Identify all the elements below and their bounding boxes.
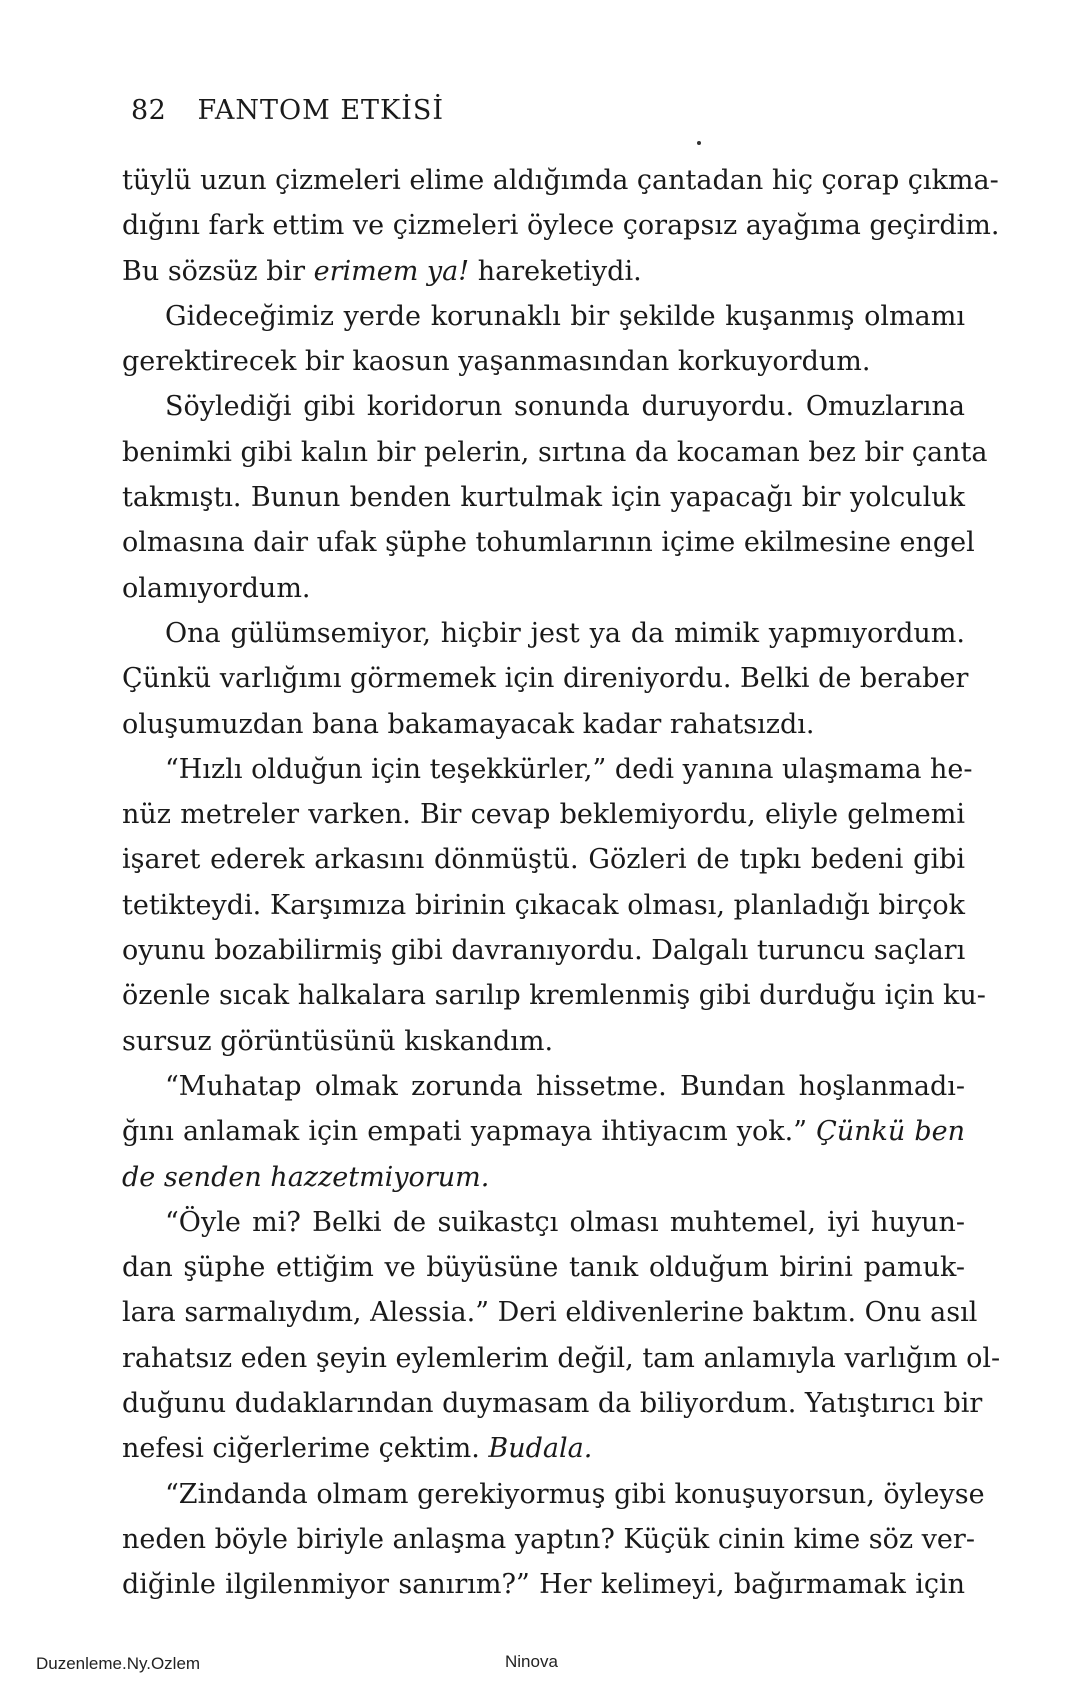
text-line: dan şüphe ettiğim ve büyüsüne tanık olduğum birini pamuk- <box>122 1252 965 1284</box>
text-line: Söylediği gibi koridorun sonunda duruyordu. Omuzlarına <box>165 391 965 423</box>
text-line: tetikteydi. Karşımıza birinin çıkacak olması, planladığı birçok <box>122 889 965 921</box>
body-text <box>122 158 1001 1608</box>
text-line: Gideceğimiz yerde korunaklı bir şekilde kuşanmış olmamı <box>165 300 965 332</box>
page-header <box>131 95 444 126</box>
text-line: “Hızlı olduğun için teşekkürler,” dedi yanına ulaşmama he- <box>165 753 973 785</box>
text-line: işaret ederek arkasını dönmüştü. Gözleri de tıpkı bedeni gibi <box>122 844 965 876</box>
scan-speck <box>697 141 701 145</box>
text-line: lara sarmalıydım, Alessia.” Deri eldivenlerine baktım. Onu asıl <box>122 1297 978 1329</box>
text-line: olamıyordum. <box>122 572 311 604</box>
running-title: FANTOM ETKİSİ <box>197 95 445 126</box>
text-line: rahatsız eden şeyin eylemlerim değil, tam anlamıyla varlığım ol- <box>122 1342 1001 1374</box>
text-line: “Muhatap olmak zorunda hissetme. Bundan hoşlanmadı- <box>165 1070 965 1102</box>
text-line: “Öyle mi? Belki de suikastçı olması muhtemel, iyi huyun- <box>165 1206 965 1238</box>
text-line: takmıştı. Bunun benden kurtulmak için yapacağı bir yolculuk <box>122 482 965 514</box>
text-line: oluşumuzdan bana bakamayacak kadar rahatsızdı. <box>122 708 815 740</box>
text-line: nüz metreler varken. Bir cevap beklemiyordu, eliyle gelmemi <box>122 799 965 831</box>
footer-publisher: Ninova <box>505 1652 558 1671</box>
text-line: Çünkü varlığımı görmemek için direniyordu. Belki de beraber <box>122 663 969 695</box>
text-line: Ona gülümsemiyor, hiçbir jest ya da mimik yapmıyordum. <box>165 617 965 649</box>
text-line: duğunu dudaklarından duymasam da biliyordum. Yatıştırıcı bir <box>122 1388 983 1420</box>
page-number: 82 <box>131 95 167 126</box>
text-line: diğinle ilgilenmiyor sanırım?” Her kelimeyi, bağırmamak için <box>122 1569 965 1601</box>
text-line: sursuz görüntüsünü kıskandım. <box>122 1025 554 1057</box>
text-line: benimki gibi kalın bir pelerin, sırtına da kocaman bez bir çanta <box>122 436 988 468</box>
footer-credit: Duzenleme.Ny.Ozlem <box>36 1654 201 1673</box>
text-line: tüylü uzun çizmeleri elime aldığımda çantadan hiç çorap çıkma- <box>122 165 999 196</box>
text-line: neden böyle biriyle anlaşma yaptın? Küçük cinin kime söz ver- <box>122 1523 975 1555</box>
text-line: gerektirecek bir kaosun yaşanmasından korkuyordum. <box>122 346 871 378</box>
text-line: nefesi ciğerlerime çektim. Budala. <box>122 1433 593 1465</box>
text-line: oyunu bozabilirmiş gibi davranıyordu. Dalgalı turuncu saçları <box>122 935 966 967</box>
text-line: olmasına dair ufak şüphe tohumlarının içime ekilmesine engel <box>122 527 975 559</box>
text-line: dığını fark ettim ve çizmeleri öylece çorapsız ayağıma geçirdim. <box>122 210 1000 242</box>
text-line: özenle sıcak halkalara sarılıp kremlenmiş gibi durduğu için ku- <box>122 980 986 1012</box>
text-line: Bu sözsüz bir erimem ya! hareketiydi. <box>122 255 642 287</box>
text-line: ğını anlamak için empati yapmaya ihtiyacım yok.” Çünkü ben <box>122 1116 965 1148</box>
text-line: de senden hazzetmiyorum. <box>122 1161 490 1193</box>
text-line: “Zindanda olmam gerekiyormuş gibi konuşuyorsun, öyleyse <box>165 1478 985 1510</box>
